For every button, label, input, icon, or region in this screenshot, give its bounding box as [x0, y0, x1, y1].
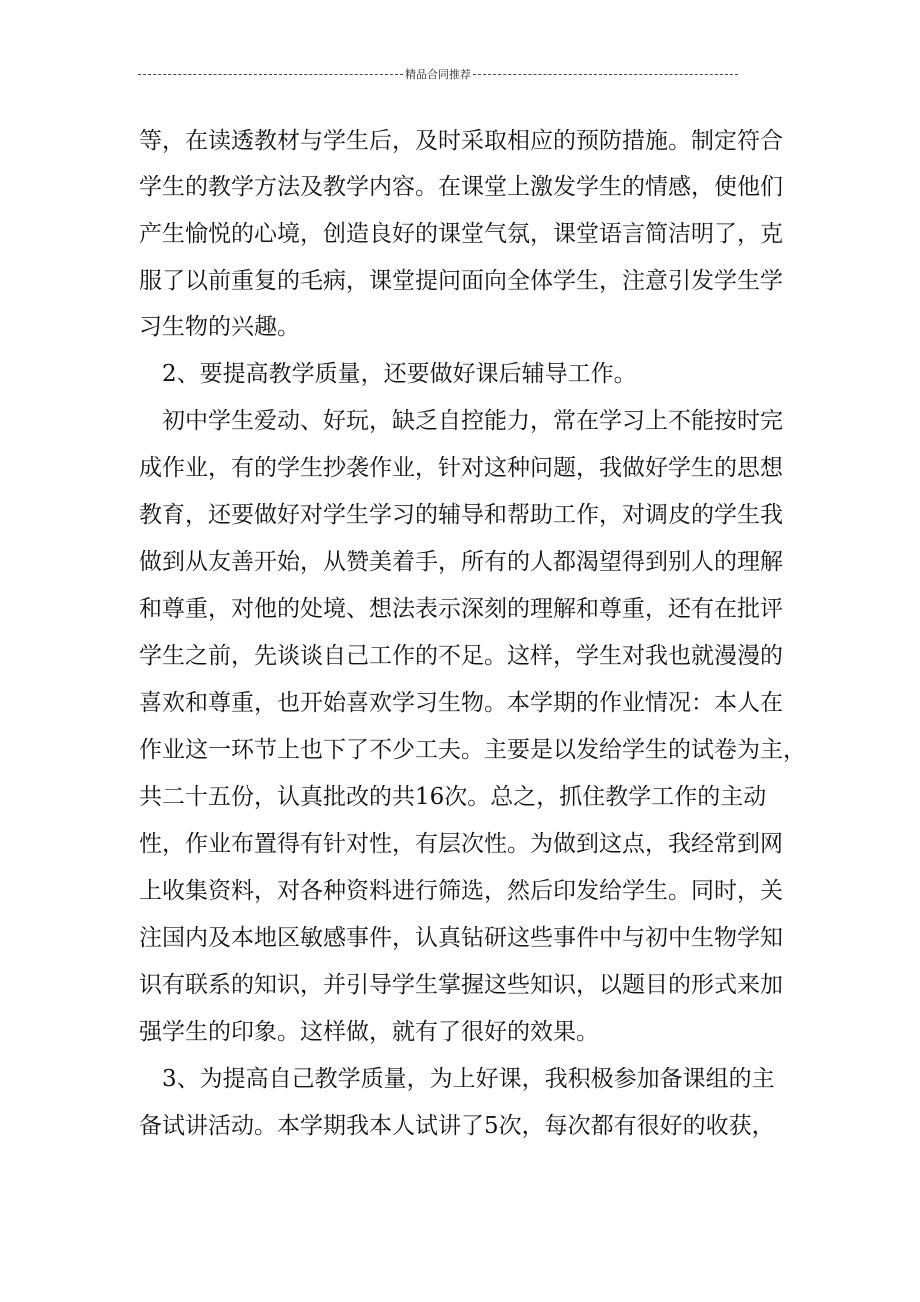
text-line: 备试讲活动。本学期我本人试讲了5次，每次都有很好的收获， [139, 1113, 775, 1139]
text-line: 上收集资料，对各种资料进行筛选，然后印发给学生。同时，关 [139, 878, 783, 904]
text-line: 习生物的兴趣。 [139, 314, 300, 340]
page-header [138, 64, 738, 84]
text-line: 强学生的印象。这样做，就有了很好的效果。 [139, 1019, 599, 1045]
text-line: 注国内及本地区敏感事件，认真钻研这些事件中与初中生物学知 [139, 925, 783, 951]
text-line: 教育，还要做好对学生学习的辅导和帮助工作，对调皮的学生我 [139, 502, 783, 528]
text-line: 喜欢和尊重，也开始喜欢学习生物。本学期的作业情况：本人在 [139, 690, 783, 716]
text-line: 2、要提高教学质量，还要做好课后辅导工作。 [162, 361, 637, 387]
text-line: 识有联系的知识，并引导学生掌握这些知识，以题目的形式来加 [139, 972, 783, 998]
text-line: 做到从友善开始，从赞美着手，所有的人都渴望得到别人的理解 [139, 549, 783, 575]
text-line: 3、为提高自己教学质量，为上好课，我积极参加备课组的主 [162, 1066, 775, 1092]
text-line: 产生愉悦的心境，创造良好的课堂气氛，课堂语言简洁明了，克 [139, 221, 783, 247]
text-line: 服了以前重复的毛病，课堂提问面向全体学生，注意引发学生学 [139, 268, 783, 294]
text-line: 等，在读透教材与学生后，及时采取相应的预防措施。制定符合 [139, 128, 783, 154]
header-divider-right [473, 74, 738, 75]
text-line: 学生之前，先谈谈自己工作的不足。这样，学生对我也就漫漫的 [139, 643, 783, 669]
text-line: 共二十五份，认真批改的共16次。总之，抓住教学工作的主动 [139, 784, 767, 810]
text-line: 性，作业布置得有针对性，有层次性。为做到这点，我经常到网 [139, 831, 783, 857]
header-label: 精品合同推荐 [405, 68, 471, 81]
header-divider-left [138, 74, 403, 75]
text-line: 初中学生爱动、好玩，缺乏自控能力，常在学习上不能按时完 [162, 408, 783, 434]
text-line: 成作业，有的学生抄袭作业，针对这种问题，我做好学生的思想 [139, 455, 783, 481]
text-line: 和尊重，对他的处境、想法表示深刻的理解和尊重，还有在批评 [139, 596, 783, 622]
text-line: 作业这一环节上也下了不少工夫。主要是以发给学生的试卷为主， [139, 737, 806, 763]
text-line: 学生的教学方法及教学内容。在课堂上激发学生的情感，使他们 [139, 174, 783, 200]
